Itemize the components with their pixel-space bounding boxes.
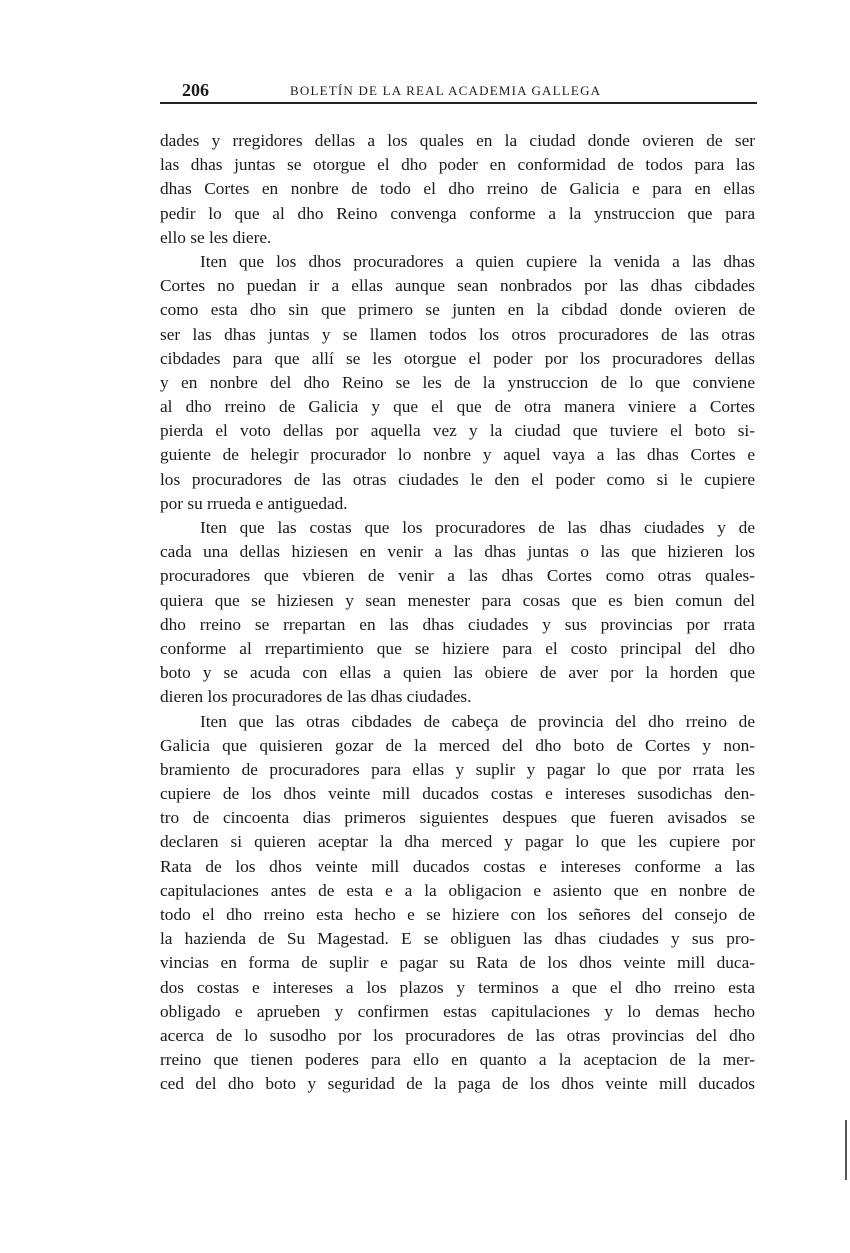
text-line: bramiento de procuradores para ellas y suplir y pagar lo que por rrata les — [160, 759, 755, 779]
text-line: ello se les diere. — [160, 227, 272, 247]
text-line: tro de cincoenta dias primeros siguientes despues que fueren avisados se — [160, 808, 755, 828]
text-line: boto y se acuda con ellas a quien las obiere de aver por la horden que — [160, 663, 755, 683]
text-line: Cortes no puedan ir a ellas aunque sean nonbrados por las dhas cibdades — [160, 276, 755, 296]
text-line: obligado e aprueben y confirmen estas capitulaciones y lo demas hecho — [160, 1001, 755, 1021]
text-line: Iten que los dhos procuradores a quien cupiere la venida a las dhas — [200, 251, 755, 271]
text-line: pedir lo que al dho Reino convenga conforme a la ynstruccion que para — [160, 203, 755, 223]
text-line: Rata de los dhos veinte mill ducados costas e intereses conforme a las — [160, 856, 755, 876]
text-line: declaren si quieren aceptar la dha merced y pagar lo que les cupiere por — [160, 832, 755, 852]
paragraph — [160, 250, 755, 516]
page-number: 206 — [182, 80, 209, 100]
paragraph — [160, 710, 755, 1097]
text-line: por su rrueda e antiguedad. — [160, 493, 348, 513]
text-line: como esta dho sin que primero se junten en la cibdad donde ovieren de — [160, 300, 755, 320]
text-line: Iten que las otras cibdades de cabeça de provincia del dho rreino de — [200, 711, 755, 731]
text-line: ser las dhas juntas y se llamen todos los otros procuradores de las otras — [160, 324, 755, 344]
text-line: los procuradores de las otras ciudades le den el poder como si le cupiere — [160, 469, 755, 489]
text-line: Galicia que quisieren gozar de la merced del dho boto de Cortes y non- — [160, 735, 755, 755]
text-line: la hazienda de Su Magestad. E se obliguen las dhas ciudades y sus pro- — [160, 929, 755, 949]
text-line: las dhas juntas se otorgue el dho poder en conformidad de todos para las — [160, 155, 755, 175]
text-line: capitulaciones antes de esta e a la obligacion e asiento que en nonbre de — [160, 880, 755, 900]
journal-title: BOLETÍN DE LA REAL ACADEMIA GALLEGA — [290, 83, 602, 98]
running-header — [160, 80, 755, 102]
text-line: y en nonbre del dho Reino se les de la ynstruccion de lo que conviene — [160, 372, 755, 392]
text-line: dho rreino se rrepartan en las dhas ciudades y sus provincias por rrata — [160, 614, 755, 634]
text-line: cupiere de los dhos veinte mill ducados costas e intereses susodichas den- — [160, 784, 755, 804]
text-line: dos costas e intereses a los plazos y terminos a que el dho rreino esta — [160, 977, 755, 997]
text-line: todo el dho rreino esta hecho e se hiziere con los señores del consejo de — [160, 905, 755, 924]
text-line: acerca de lo susodho por los procuradores de las otras provincias del dho — [160, 1025, 755, 1045]
paragraph — [160, 129, 755, 250]
text-line: dades y rregidores dellas a los quales en la ciudad donde ovieren de ser — [160, 131, 755, 150]
text-line: quiera que se hiziesen y sean menester para cosas que es bien comun del — [160, 590, 755, 610]
text-line: dhas Cortes en nonbre de todo el dho rreino de Galicia e para en ellas — [160, 179, 755, 199]
text-line: al dho rreino de Galicia y que el que de otra manera viniere a Cortes — [160, 397, 755, 417]
text-line: pierda el voto dellas por aquella vez y la ciudad que tuviere el boto si- — [160, 421, 755, 441]
text-line: cibdades para que allí se les otorgue el poder por los procuradores dellas — [160, 348, 755, 368]
text-line: conforme al rrepartimiento que se hiziere para el costo principal del dho — [160, 638, 755, 658]
document-body — [160, 129, 755, 1097]
text-line: Iten que las costas que los procuradores de las dhas ciudades y de — [200, 518, 755, 537]
text-line: ced del dho boto y seguridad de la paga de los dhos veinte mill ducados — [160, 1074, 755, 1094]
scan-edge-mark — [845, 1120, 847, 1180]
header-rule — [160, 102, 757, 104]
text-line: procuradores que vbieren de venir a las dhas Cortes como otras quales- — [160, 566, 755, 586]
paragraph — [160, 516, 755, 710]
text-line: vincias en forma de suplir e pagar su Rata de los dhos veinte mill duca- — [160, 953, 755, 973]
text-line: dieren los procuradores de las dhas ciudades. — [160, 687, 472, 707]
text-line: rreino que tienen poderes para ello en quanto a la aceptacion de la mer- — [160, 1050, 755, 1070]
text-line: cada una dellas hiziesen en venir a las dhas juntas o las que hizieren los — [160, 542, 755, 562]
text-line: guiente de helegir procurador lo nonbre y aquel vaya a las dhas Cortes e — [160, 445, 755, 465]
